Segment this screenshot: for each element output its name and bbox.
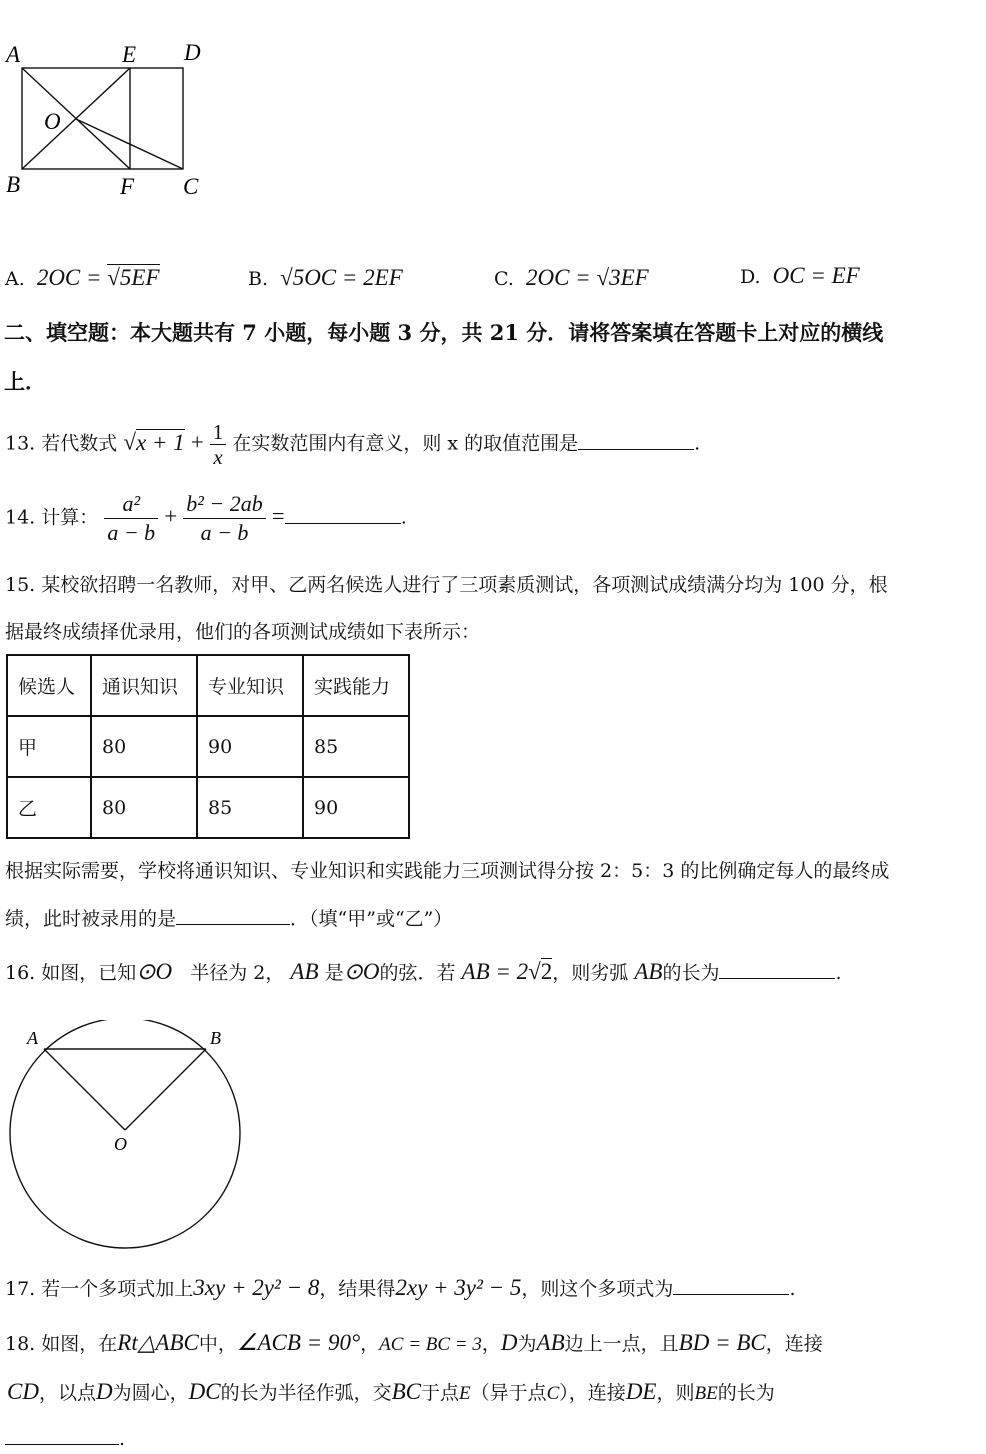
q15-after-suffix: ．（填“甲”或“乙”） xyxy=(290,908,453,930)
q18-angle: ∠ACB = 90° xyxy=(236,1330,361,1355)
q18-bc: BC xyxy=(391,1379,421,1404)
q18-number: 18. xyxy=(5,1333,36,1355)
q18-text: 于点 xyxy=(420,1382,459,1404)
figure-rectangle xyxy=(0,36,220,206)
question-18-line3 xyxy=(5,1424,125,1453)
q18-de: DE xyxy=(625,1379,657,1404)
q17-end: . xyxy=(789,1278,796,1300)
option-c xyxy=(494,264,649,293)
option-c-sqrt: √3EF xyxy=(596,265,649,290)
q16-length-text: 的长为 xyxy=(662,962,720,984)
q18-text: 中， xyxy=(198,1333,237,1355)
option-c-left: 2OC = xyxy=(525,265,597,290)
table-header-cell: 实践能力 xyxy=(303,655,409,716)
table-cell: 80 xyxy=(91,777,197,838)
section2-heading-line1: 二、填空题：本大题共有 7 小题，每小题 3 分，共 21 分．请将答案填在答题卡上对应的横线 xyxy=(4,320,884,345)
q18-point-c: C xyxy=(546,1383,560,1404)
q13-answer-blank[interactable] xyxy=(578,429,694,450)
q15-after-line1: 根据实际需要，学校将通识知识、专业知识和实践能力三项测试得分按 2：5：3 的比例确定每人的最终成 xyxy=(5,860,890,882)
option-d-letter: D. xyxy=(740,266,761,288)
table-cell: 乙 xyxy=(7,777,91,838)
radius-ob xyxy=(125,1049,206,1130)
q14-prefix: 计算： xyxy=(41,506,99,529)
option-b-expr: 5OC = 2EF xyxy=(292,265,403,290)
q18-acbc: AC = BC = 3 xyxy=(379,1334,482,1355)
q16-sqrt: √2 xyxy=(528,959,553,984)
q16-end: . xyxy=(835,962,842,984)
option-d-expr: OC = EF xyxy=(772,263,860,288)
q17-prefix: 若一个多项式加上 xyxy=(41,1278,194,1300)
circle-label-b: B xyxy=(210,1028,221,1048)
q18-text: ），连接 xyxy=(559,1382,626,1404)
q14-fraction-1: $\frac{\text{a²}}{a - b}$ xyxy=(104,490,158,547)
q13-fraction: $\frac{1}{x}$ xyxy=(210,420,227,469)
q14-answer-blank[interactable] xyxy=(285,503,401,524)
q14-end: . xyxy=(400,506,407,529)
q17-number: 17. xyxy=(5,1278,36,1300)
label-a: A xyxy=(6,42,21,67)
question-18-line2 xyxy=(7,1378,775,1408)
q16-ab: AB xyxy=(290,959,319,984)
q15-line1 xyxy=(5,571,888,599)
table-cell: 85 xyxy=(197,777,303,838)
q17-expr2: 2xy + 3y² − 5 xyxy=(395,1275,522,1300)
table-cell: 90 xyxy=(197,716,303,777)
option-a-sqrt: √5EF xyxy=(107,265,160,290)
q13-suffix: 在实数范围内有意义，则 x 的取值范围是 xyxy=(232,432,579,455)
table-cell: 85 xyxy=(303,716,409,777)
q18-text: 如图，在 xyxy=(41,1333,118,1355)
question-14 xyxy=(5,490,407,547)
q18-cd: CD xyxy=(7,1379,39,1404)
q13-sqrt-content: x + 1 xyxy=(135,429,185,455)
q18-answer-blank[interactable] xyxy=(5,1424,119,1445)
q18-text: 为 xyxy=(517,1333,537,1355)
label-b: B xyxy=(6,172,21,197)
table-cell: 甲 xyxy=(7,716,91,777)
q17-expr1: 3xy + 2y² − 8 xyxy=(193,1275,320,1300)
label-c: C xyxy=(183,174,199,199)
q18-text: 的长为 xyxy=(717,1382,775,1404)
label-d: D xyxy=(184,40,201,65)
figure-circle xyxy=(0,1020,260,1255)
label-f: F xyxy=(120,174,135,199)
radius-oa xyxy=(44,1049,125,1130)
circle-label-o: O xyxy=(114,1134,127,1154)
q16-circle-o2: ⊙O xyxy=(343,959,380,984)
q18-be: BE xyxy=(694,1383,718,1404)
q15-after-line2 xyxy=(5,904,452,933)
label-o: O xyxy=(44,109,61,134)
q18-text: ， xyxy=(360,1333,380,1355)
q14-fraction-2: $\frac{\text{b² − 2ab}}{a - b}$ xyxy=(183,490,265,547)
q18-text: 的长为半径作弧，交 xyxy=(220,1382,392,1404)
q15-text-line1: 某校欲招聘一名教师，对甲、乙两名候选人进行了三项素质测试，各项测试成绩满分均为 100 分，根 xyxy=(41,574,888,596)
q18-text: 为圆心， xyxy=(112,1382,189,1404)
question-18-line1 xyxy=(5,1329,823,1359)
table-header-cell: 候选人 xyxy=(7,655,91,716)
q15-answer-blank[interactable] xyxy=(176,904,290,925)
q18-text: ，连接 xyxy=(765,1333,823,1355)
q13-plus: + xyxy=(190,429,204,455)
q16-prefix: 如图，已知 xyxy=(41,962,137,984)
option-a-left: 2OC = xyxy=(36,265,108,290)
q17-answer-blank[interactable] xyxy=(673,1274,789,1295)
question-17 xyxy=(5,1274,795,1303)
question-16 xyxy=(5,958,842,987)
q17-suffix: ，则这个多项式为 xyxy=(521,1278,674,1300)
q16-chord-text: 的弦．若 xyxy=(379,962,456,984)
q16-number: 16. xyxy=(5,962,36,984)
option-c-letter: C. xyxy=(494,268,514,290)
q18-rt-triangle: Rt△ABC xyxy=(117,1330,199,1355)
q16-circle-o: ⊙O xyxy=(136,959,173,984)
table-cell: 90 xyxy=(303,777,409,838)
q15-after-prefix: 绩，此时被录用的是 xyxy=(5,908,177,930)
q18-end: . xyxy=(119,1428,126,1450)
q18-text: （异于点 xyxy=(470,1382,547,1404)
table-header-cell: 专业知识 xyxy=(197,655,303,716)
table-header-row xyxy=(7,655,409,716)
q17-mid: ，结果得 xyxy=(319,1278,396,1300)
q16-ab-eq: AB = 2 xyxy=(461,959,529,984)
table-row xyxy=(7,716,409,777)
q18-bdbc: BD = BC xyxy=(678,1330,766,1355)
q14-number: 14. xyxy=(5,506,36,529)
q16-arc-text: ，则劣弧 xyxy=(552,962,629,984)
q18-text: 边上一点，且 xyxy=(564,1333,679,1355)
q14-equals: = xyxy=(271,503,285,529)
q14-plus: + xyxy=(164,503,178,529)
q15-number: 15. xyxy=(5,574,36,596)
table-row xyxy=(7,777,409,838)
option-d xyxy=(740,262,860,291)
q16-answer-blank[interactable] xyxy=(719,958,835,979)
q18-text: ，以点 xyxy=(38,1382,96,1404)
q18-text: ， xyxy=(481,1333,501,1355)
option-a-letter: A. xyxy=(5,268,25,290)
label-e: E xyxy=(122,42,137,67)
score-table xyxy=(6,654,410,839)
option-b-sqrt-symbol: √ xyxy=(280,265,293,290)
q18-point-d: D xyxy=(500,1330,518,1355)
option-a xyxy=(5,264,160,293)
q13-sqrt-symbol: √ xyxy=(123,429,136,455)
q16-radius-text: 半径为 2， xyxy=(190,962,285,984)
q15-line2: 据最终成绩择优录用，他们的各项测试成绩如下表所示： xyxy=(5,621,481,643)
q18-point-d: D xyxy=(95,1379,113,1404)
q16-arc-ab: AB xyxy=(634,959,663,984)
question-13 xyxy=(5,420,700,469)
q18-point-e: E xyxy=(458,1383,471,1404)
q13-end: . xyxy=(694,432,701,455)
section2-heading-line2: 上． xyxy=(4,369,46,394)
q13-prefix: 若代数式 xyxy=(41,432,118,455)
q18-ab: AB xyxy=(536,1330,565,1355)
q18-text: ，则 xyxy=(656,1382,695,1404)
q16-is: 是 xyxy=(324,962,344,984)
q13-number: 13. xyxy=(5,432,36,455)
table-cell: 80 xyxy=(91,716,197,777)
circle-label-a: A xyxy=(27,1028,38,1048)
q18-dc: DC xyxy=(188,1379,221,1404)
table-header-cell: 通识知识 xyxy=(91,655,197,716)
option-b xyxy=(248,264,403,293)
option-b-letter: B. xyxy=(248,268,269,290)
